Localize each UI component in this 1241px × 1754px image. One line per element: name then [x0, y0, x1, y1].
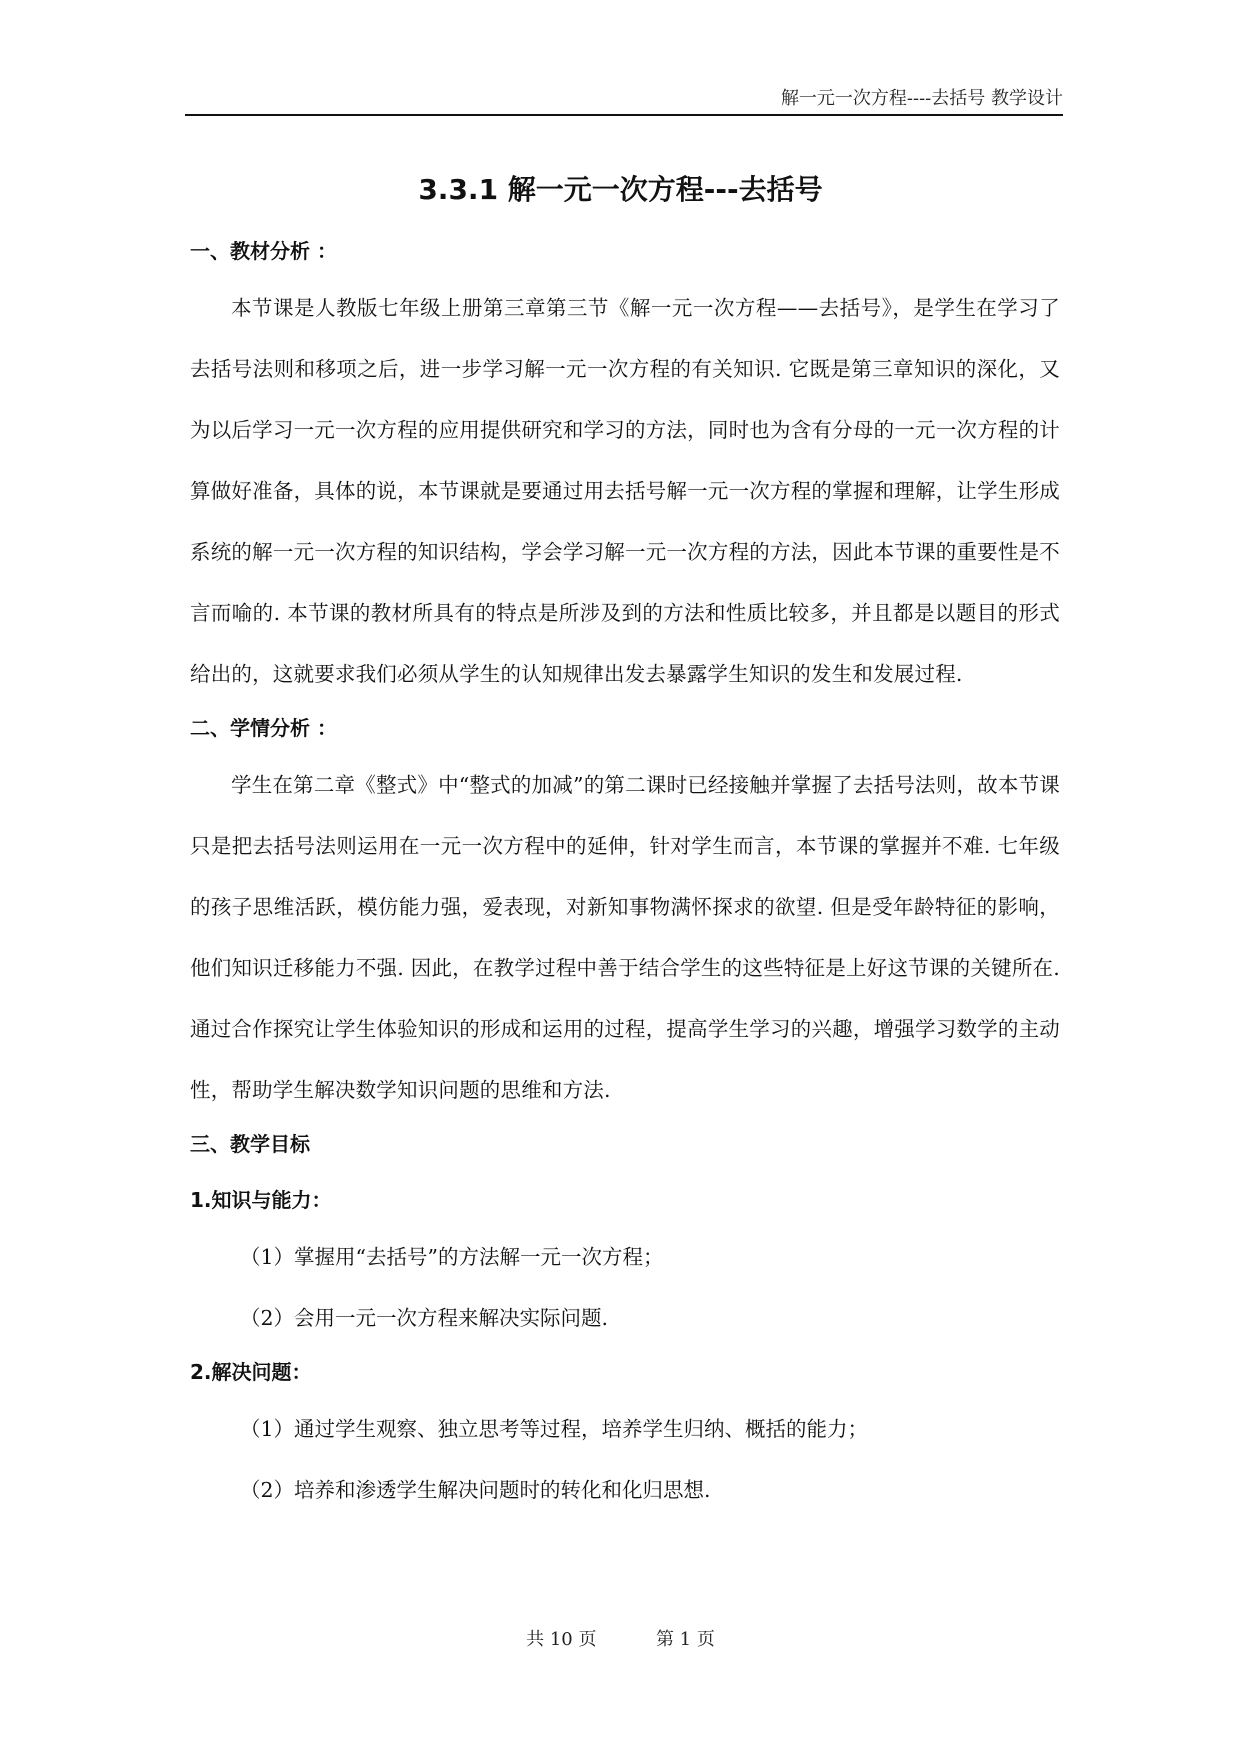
section-heading-teaching-goals: 三、教学目标 — [190, 1132, 310, 1156]
goal-heading-knowledge: 1.知识与能力： — [190, 1188, 332, 1212]
running-header: 解一元一次方程----去括号 教学设计 — [780, 88, 1063, 109]
document-body — [190, 236, 1060, 1521]
goal-item: （2）会用一元一次方程来解决实际问题. — [240, 1306, 609, 1330]
paragraph-student-analysis: 学生在第二章《整式》中“整式的加减”的第二课时已经接触并掌握了去括号法则，故本节课只是把去括号法则运用在一元一次方程中的延伸，针对学生而言，本节课的掌握并不难. 七年级的孩子思维活跃，模仿能力强，爱表现，对新知事物满怀探求的欲望. 但是受年龄特征的影响，他们知识迁移能力不强. 因此，在教学过程中善于结合学生的这些特征是上好这节课的关键所在. 通过合作探究让学生体验知识的形成和运用的过程，提高学生学习的兴趣，增强学习数学的主动性，帮助学生解决数学知识问题的思维和方法. — [190, 773, 1060, 1102]
goal-item: （1）通过学生观察、独立思考等过程，培养学生归纳、概括的能力； — [240, 1417, 869, 1441]
paragraph-textbook-analysis: 本节课是人教版七年级上册第三章第三节《解一元一次方程——去括号》，是学生在学习了去括号法则和移项之后，进一步学习解一元一次方程的有关知识. 它既是第三章知识的深化，又为以后学习一元一次方程的应用提供研究和学习的方法，同时也为含有分母的一元一次方程的计算做好准备，具体的说，本节课就是要通过用去括号解一元一次方程的掌握和理解，让学生形成系统的解一元一次方程的知识结构，学会学习解一元一次方程的方法，因此本节课的重要性是不言而喻的. 本节课的教材所具有的特点是所涉及到的方法和性质比较多，并且都是以题目的形式给出的，这就要求我们必须从学生的认知规律出发去暴露学生知识的发生和发展过程. — [190, 296, 1060, 686]
page-footer — [0, 1628, 1241, 1652]
document-title: 3.3.1 解一元一次方程---去括号 — [418, 173, 823, 206]
goal-heading-problem-solving: 2.解决问题： — [190, 1360, 312, 1384]
total-pages: 共 10 页 — [526, 1629, 597, 1650]
goal-item: （2）培养和渗透学生解决问题时的转化和化归思想. — [240, 1478, 711, 1502]
goal-item: （1）掌握用“去括号”的方法解一元一次方程； — [240, 1245, 664, 1269]
current-page: 第 1 页 — [655, 1629, 715, 1650]
header-rule — [185, 114, 1063, 116]
section-heading-student-analysis: 二、学情分析 ： — [190, 716, 337, 740]
section-heading-textbook-analysis: 一、教材分析 ： — [190, 239, 337, 263]
